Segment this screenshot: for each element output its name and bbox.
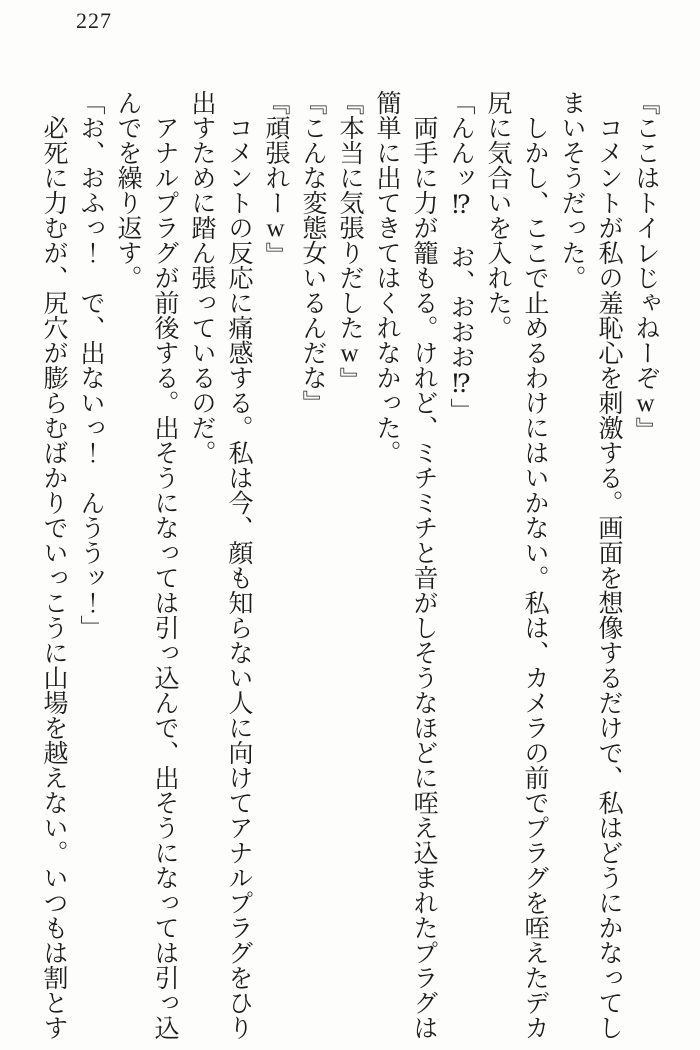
text-line-1: 『ここはトイレじゃねーぞw』	[632, 90, 659, 442]
page-number: 227	[76, 8, 112, 33]
text-line-8: 簡単に出てきてはくれなかった。	[373, 90, 400, 465]
text-line-5: 尻に気合いを入れた。	[484, 90, 511, 340]
text-line-14: アナルプラグが前後する。出そうになっては引っ込んで、出そうになっては引っ込	[151, 115, 178, 1040]
text-line-7: 両手に力が籠もる。けれど、ミチミチと音がしそうなほどに咥え込まれたプラグは	[410, 115, 437, 1040]
text-line-9: 『本当に気張りだしたw』	[336, 90, 363, 392]
text-line-4: しかし、ここで止めるわけにはいかない。私は、カメラの前でプラグを咥えたデカ	[521, 115, 548, 1040]
text-line-16: 「お、おふっ！ で、出ないっ！ んううッ！」	[77, 90, 104, 640]
text-line-15: んでを繰り返す。	[114, 90, 141, 290]
text-line-10: 『こんな変態女いるんだな』	[299, 90, 326, 415]
upright-char: ⁉	[447, 190, 474, 219]
text-line-17: 必死に力むが、尻穴が膨らむばかりでいっこうに山場を越えない。いつもは割とす	[40, 115, 67, 1040]
text-line-12: コメントの反応に痛感する。私は今、顔も知らない人に向けてアナルプラグをひり	[225, 115, 252, 1040]
text-line-13: 出すために踏ん張っているのだ。	[188, 90, 215, 465]
text-line-2: コメントが私の羞恥心を刺激する。画面を想像するだけで、私はどうにかなってし	[595, 115, 622, 1040]
upright-char: w	[632, 390, 659, 417]
text-line-6: 「んんッ⁉ お、おおお⁉」	[447, 90, 474, 423]
text-line-11: 『頑張れーw』	[262, 90, 289, 267]
upright-char: w	[336, 340, 363, 367]
upright-char: w	[262, 215, 289, 242]
upright-char: ⁉	[447, 369, 474, 398]
vertical-text-block	[35, 90, 664, 1042]
text-line-3: まいそうだった。	[558, 90, 585, 290]
